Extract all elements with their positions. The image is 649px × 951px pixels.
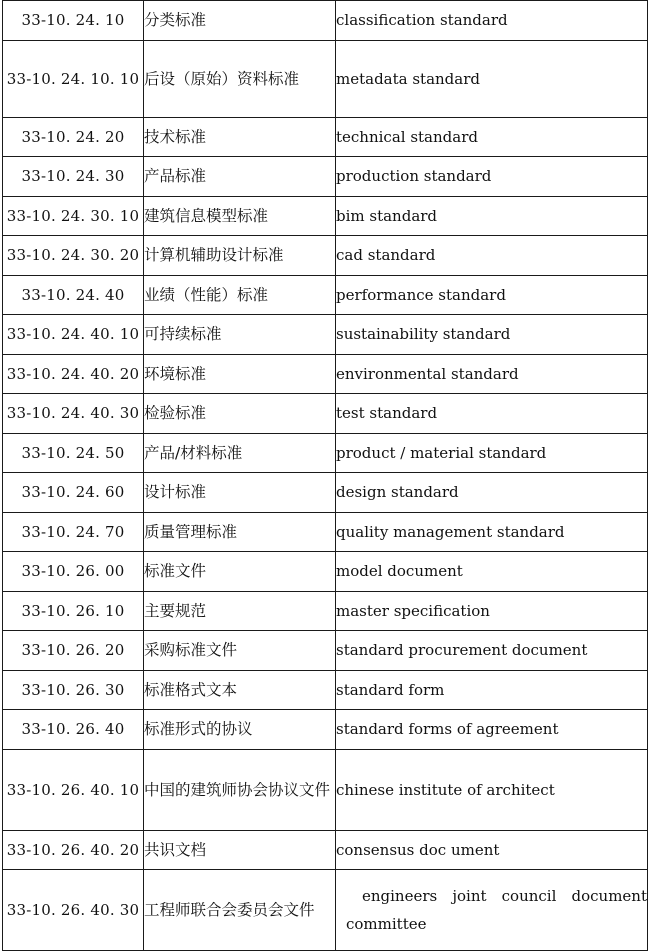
table-row [3, 433, 648, 473]
table-row [3, 512, 648, 552]
english-term-cell: cad standard [336, 236, 648, 276]
code-cell: 33-10. 24. 10. 10 [3, 40, 144, 117]
table-row [3, 394, 648, 434]
table-row [3, 631, 648, 671]
table-row [3, 354, 648, 394]
english-term-cell: model document [336, 552, 648, 592]
chinese-term-cell: 产品/材料标准 [144, 433, 336, 473]
chinese-term-cell: 后设（原始）资料标准 [144, 40, 336, 117]
code-cell: 33-10. 24. 30. 10 [3, 196, 144, 236]
chinese-term-cell: 采购标准文件 [144, 631, 336, 671]
code-cell: 33-10. 24. 70 [3, 512, 144, 552]
code-cell: 33-10. 24. 30 [3, 157, 144, 197]
chinese-term-cell: 环境标准 [144, 354, 336, 394]
english-term-cell: performance standard [336, 275, 648, 315]
english-term-cell: environmental standard [336, 354, 648, 394]
english-term-cell: consensus doc ument [336, 830, 648, 870]
english-term-cell: sustainability standard [336, 315, 648, 355]
table-row [3, 870, 648, 951]
chinese-term-cell: 标准形式的协议 [144, 710, 336, 750]
chinese-term-cell: 计算机辅助设计标准 [144, 236, 336, 276]
code-cell: 33-10. 26. 20 [3, 631, 144, 671]
english-term-cell: technical standard [336, 117, 648, 157]
chinese-term-cell: 检验标准 [144, 394, 336, 434]
table-row [3, 236, 648, 276]
table-row [3, 670, 648, 710]
code-cell: 33-10. 26. 40. 30 [3, 870, 144, 951]
chinese-term-cell: 标准文件 [144, 552, 336, 592]
table-row [3, 157, 648, 197]
english-term-cell: metadata standard [336, 40, 648, 117]
chinese-term-cell: 业绩（性能）标准 [144, 275, 336, 315]
code-cell: 33-10. 26. 00 [3, 552, 144, 592]
table-row [3, 315, 648, 355]
english-term-cell: master specification [336, 591, 648, 631]
chinese-term-cell: 设计标准 [144, 473, 336, 513]
chinese-term-cell: 共识文档 [144, 830, 336, 870]
code-cell: 33-10. 24. 60 [3, 473, 144, 513]
classification-table [2, 0, 648, 951]
table-row [3, 710, 648, 750]
chinese-term-cell: 中国的建筑师协会协议文件 [144, 749, 336, 830]
chinese-term-cell: 产品标准 [144, 157, 336, 197]
code-cell: 33-10. 26. 40 [3, 710, 144, 750]
chinese-term-cell: 建筑信息模型标准 [144, 196, 336, 236]
english-term-cell [336, 870, 648, 951]
english-term-cell: production standard [336, 157, 648, 197]
code-cell: 33-10. 26. 40. 20 [3, 830, 144, 870]
table-row [3, 552, 648, 592]
chinese-term-cell: 质量管理标准 [144, 512, 336, 552]
english-term-cell: standard form [336, 670, 648, 710]
english-term-cell: test standard [336, 394, 648, 434]
table-row [3, 40, 648, 117]
table-row [3, 117, 648, 157]
chinese-term-cell: 可持续标准 [144, 315, 336, 355]
code-cell: 33-10. 24. 40. 10 [3, 315, 144, 355]
table-row [3, 275, 648, 315]
chinese-term-cell: 标准格式文本 [144, 670, 336, 710]
english-term-cell: bim standard [336, 196, 648, 236]
english-term-line-2: committee [346, 915, 427, 933]
code-cell: 33-10. 24. 50 [3, 433, 144, 473]
english-term-cell: product / material standard [336, 433, 648, 473]
table-row [3, 1, 648, 41]
table-row [3, 749, 648, 830]
table-row [3, 473, 648, 513]
english-term-cell: quality management standard [336, 512, 648, 552]
code-cell: 33-10. 26. 30 [3, 670, 144, 710]
english-term-cell: design standard [336, 473, 648, 513]
code-cell: 33-10. 24. 20 [3, 117, 144, 157]
code-cell: 33-10. 24. 40 [3, 275, 144, 315]
table-row [3, 830, 648, 870]
chinese-term-cell: 工程师联合会委员会文件 [144, 870, 336, 951]
english-term-line-1: engineers joint council document [362, 887, 647, 905]
code-cell: 33-10. 24. 40. 20 [3, 354, 144, 394]
code-cell: 33-10. 26. 10 [3, 591, 144, 631]
code-cell: 33-10. 24. 10 [3, 1, 144, 41]
chinese-term-cell: 技术标准 [144, 117, 336, 157]
english-term-cell: standard forms of agreement [336, 710, 648, 750]
code-cell: 33-10. 24. 40. 30 [3, 394, 144, 434]
english-term-cell: standard procurement document [336, 631, 648, 671]
chinese-term-cell: 主要规范 [144, 591, 336, 631]
code-cell: 33-10. 24. 30. 20 [3, 236, 144, 276]
code-cell: 33-10. 26. 40. 10 [3, 749, 144, 830]
table-row [3, 196, 648, 236]
table-row [3, 591, 648, 631]
english-term-cell: classification standard [336, 1, 648, 41]
english-term-cell: chinese institute of architect [336, 749, 648, 830]
chinese-term-cell: 分类标准 [144, 1, 336, 41]
